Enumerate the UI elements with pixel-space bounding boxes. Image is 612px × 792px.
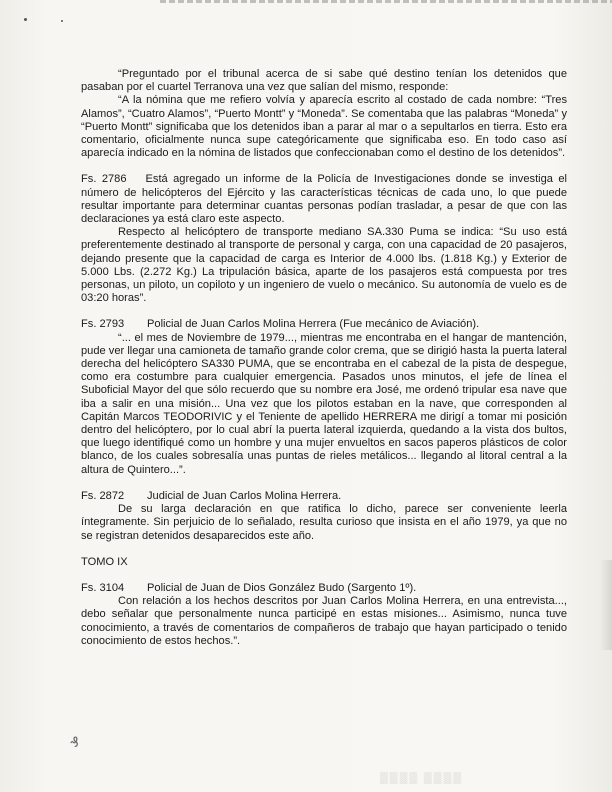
fs2786-ref: Fs. 2786	[81, 173, 127, 186]
fs2872-title: Judicial de Juan Carlos Molina Herrera.	[147, 489, 342, 502]
fs3104-title: Policial de Juan de Dios González Budo (Sargento 1º).	[147, 581, 417, 594]
scan-top-edge	[160, 0, 612, 3]
fs3104-ref: Fs. 3104	[81, 581, 125, 594]
tomo-heading: TOMO IX	[81, 555, 128, 568]
fs2786-paragraph	[81, 173, 567, 226]
fs2793-ref: Fs. 2793	[81, 318, 125, 331]
fs2872-ref: Fs. 2872	[81, 489, 125, 502]
fs2872-paragraph: De su larga declaración en que ratifica lo dicho, parece ser conveniente leerla íntegramente. Sin perjuicio de lo señalado, resulta curioso que insista en el año 1979, ya que no se registran detenidos desaparecidos este año.	[81, 503, 567, 542]
fs2786-text: Está agregado un informe de la Policía de Investigaciones donde se investiga el número de helicópteros del Ejército y las características técnicas de cada uno, lo que puede resultar importante para determinar cuantas personas podían trasladar, a pesar de que con las declaraciones ya está claro este aspecto.	[81, 173, 568, 226]
handwritten-margin-mark: ₰	[70, 735, 79, 751]
fs2793-title: Policial de Juan Carlos Molina Herrera (Fue mecánico de Aviación).	[147, 318, 480, 331]
fs2872-heading	[81, 490, 567, 503]
scan-speck	[24, 18, 27, 21]
quote-body: “A la nómina que me refiero volvía y aparecía escrito al costado de cada nombre: “Tres Alamos”, “Cuatro Alamos”, “Puerto Montt” y “Moneda”. Se comentaba que las palabras “Moneda” y “Puerto Montt” significaba que los detenidos iban a parar al mar o a sepultarlos en tierra. Esto era comentario, oficialmente nunca supe categóricamente que significaba eso. En todo caso así aparecía indicado en la nómina de listados que confeccionaban como el destino de los detenidos”.	[81, 94, 567, 160]
puma-paragraph: Respecto al helicóptero de transporte mediano SA.330 Puma se indica: “Su uso está preferentemente destinado al transporte de personal y carga, con una capacidad de 20 pasajeros, dejando presente que la capacidad de carga es Interior de 4.000 lbs. (1.818 Kg.) y Exterior de 5.000 Lbs. (2.272 Kg.) La tripulación básica, aparte de los pasajeros está compuesta por tres personas, un piloto, un copiloto y un ingeniero de vuelo o mecánico. Su autonomía de vuelo es de 03:20 horas”.	[81, 226, 567, 305]
scan-edge-shadow	[600, 560, 612, 650]
bleed-through-text: ▒▒▒▒ ▒▒▒▒	[380, 772, 464, 784]
fs3104-paragraph: Con relación a los hechos descritos por Juan Carlos Molina Herrera, en una entrevista..., debo señalar que personalmente nunca participé en estas misiones... Asimismo, nunca tuve conocimiento, a través de comentarios de compañeros de trabajo que hayan participado o tenido conocimiento de estos hechos.”.	[81, 595, 567, 647]
fs2793-quote: “... el mes de Noviembre de 1979..., mientras me encontraba en el hangar de mantención, pude ver llegar una camioneta de tamaño grande color crema, que se dirigió hasta la puerta lateral derecha del helicóptero SA330 PUMA, que se encontraba en el cabezal de la pista de despegue, como era costumbre para cualquier emergencia. Pasados unos minutos, el jefe de línea el Suboficial Mayor del que sólo recuerdo que su nombre era José, me ordenó tripular esa nave que iba a salir en una misión... Una vez que los pilotos estaban en la nave, que corresponden al Capitán Marcos TEODORIVIC y el Teniente de apellido HERRERA me dirigí a tomar mi posición dentro del helicóptero, por lo cual abrí la puerta lateral izquierda, quedando a la vista dos bultos, que luego identifiqué como un hombre y una mujer envueltos en sacos paperos plásticos de color blanco, de los cuales sobresalía unas puntas de rieles metálicos... llegando al litoral central a la altura de Quintero...”.	[81, 331, 567, 476]
document-body	[81, 68, 567, 648]
fs2793-heading	[81, 318, 567, 331]
scan-speck	[61, 20, 63, 22]
quote-intro: “Preguntado por el tribunal acerca de si sabe qué destino tenían los detenidos que pasaban por el cuartel Terranova una vez que salían del mismo, responde:	[81, 68, 567, 94]
fs3104-heading	[81, 582, 567, 595]
